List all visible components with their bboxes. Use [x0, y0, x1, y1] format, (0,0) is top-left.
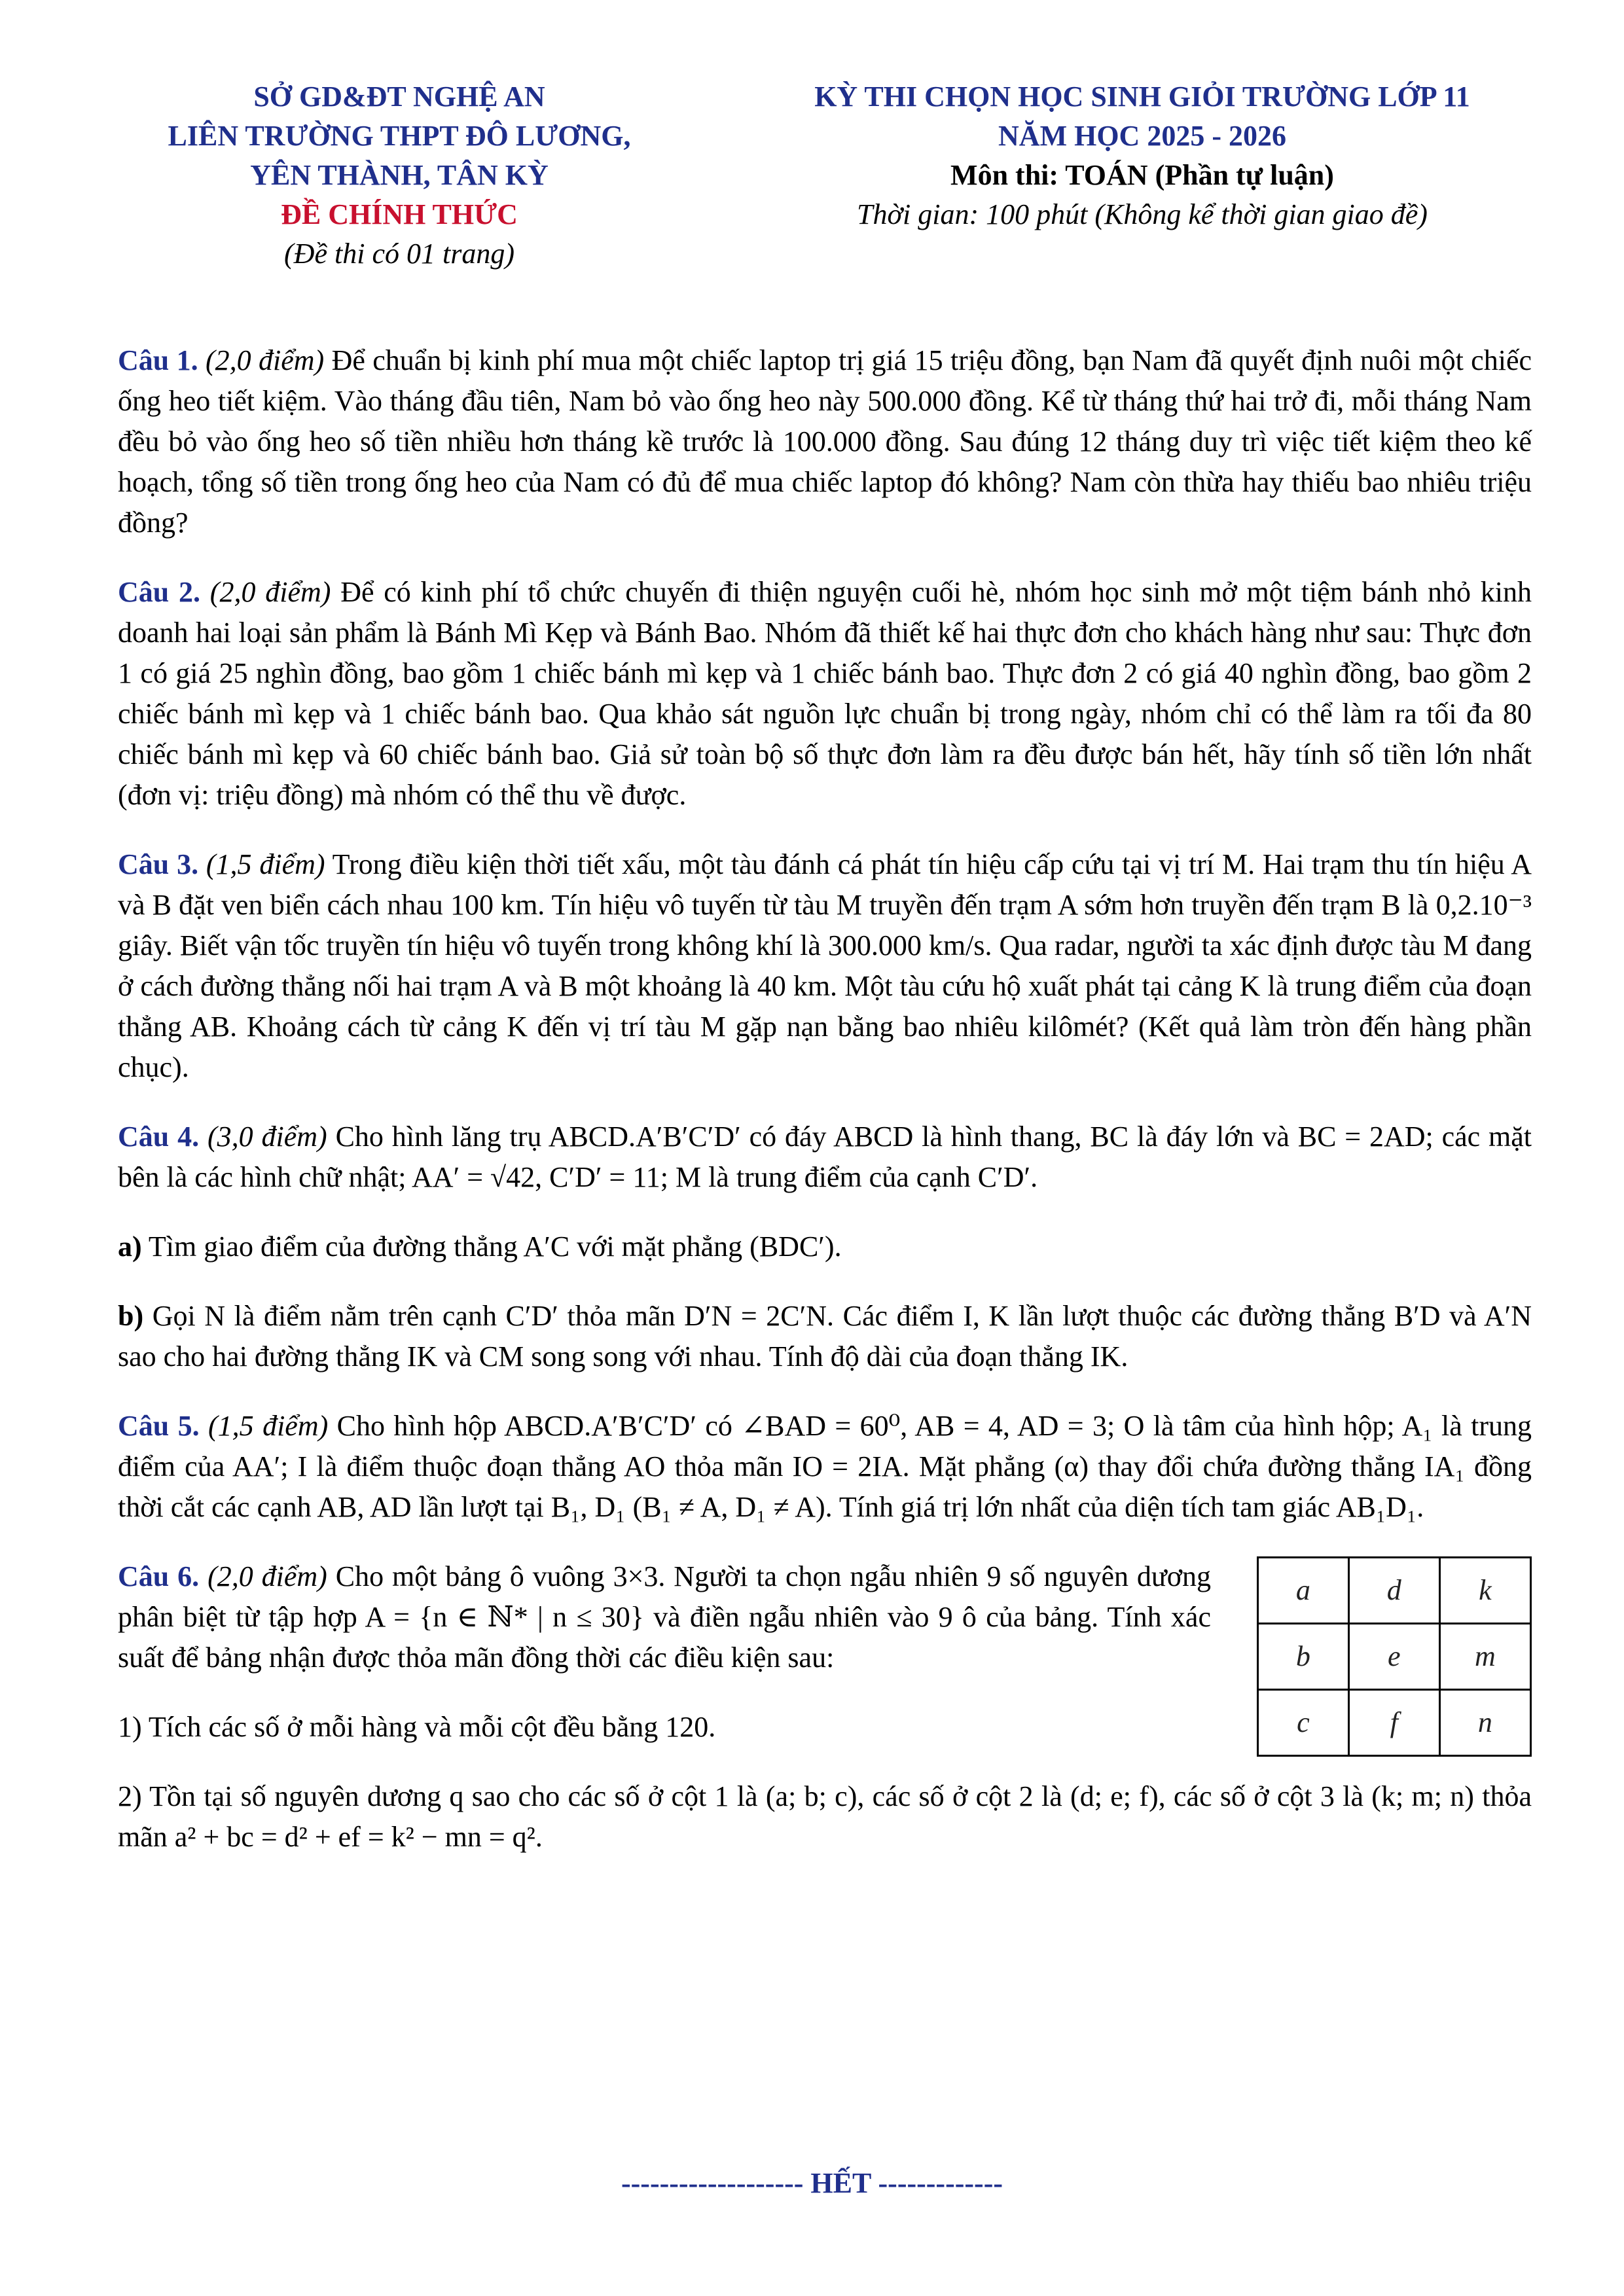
question-4b [118, 1296, 1532, 1377]
grid-cell: d [1348, 1558, 1439, 1624]
question-3 [118, 844, 1532, 1088]
question-points: (1,5 điểm) [206, 848, 325, 880]
time-line: Thời gian: 100 phút (Không kể thời gian giao đề) [857, 198, 1428, 230]
grid-cell: k [1439, 1558, 1530, 1624]
question-label: Câu 5. [118, 1410, 200, 1442]
school-name-line1: LIÊN TRƯỜNG THPT ĐÔ LƯƠNG, [168, 120, 631, 152]
end-marker: ------------------- HẾT ------------- [621, 2167, 1003, 2199]
question-label: Câu 3. [118, 848, 199, 880]
question-label: Câu 1. [118, 344, 198, 376]
header-right [759, 77, 1525, 234]
question-points: (2,0 điểm) [208, 1560, 327, 1592]
part-label: b) [118, 1300, 144, 1332]
grid-cell: c [1258, 1690, 1349, 1756]
question-label: Câu 6. [118, 1560, 200, 1592]
grid-cell: f [1348, 1690, 1439, 1756]
question-label: Câu 2. [118, 576, 201, 608]
grid-cell: m [1439, 1624, 1530, 1690]
question-points: (3,0 điểm) [207, 1121, 327, 1153]
question-points: (1,5 điểm) [208, 1410, 329, 1442]
question-4 [118, 1117, 1532, 1377]
question-points: (2,0 điểm) [206, 344, 325, 376]
question-text: Để chuẩn bị kinh phí mua một chiếc laptop trị giá 15 triệu đồng, bạn Nam đã quyết định nuôi một chiếc ống heo tiết kiệm. Vào tháng đầu tiên, Nam bỏ vào ống heo này 500.000 đồng. Kể từ tháng thứ hai trở đi, mỗi tháng Nam đều bỏ vào ống heo số tiền nhiều hơn tháng kề trước là 100.000 đồng. Sau đúng 12 tháng duy trì việc tiết kiệm theo kế hoạch, tổng số tiền trong ống heo của Nam có đủ để mua chiếc laptop đó không? Nam còn thừa hay thiếu bao nhiêu triệu đồng? [118, 344, 1532, 539]
grid-cell: b [1258, 1624, 1349, 1690]
school-year: NĂM HỌC 2025 - 2026 [998, 120, 1286, 152]
grid-cell: a [1258, 1558, 1349, 1624]
question-label: Câu 4. [118, 1121, 200, 1153]
header-left [105, 77, 694, 274]
question-text: Cho hình hộp ABCD.A′B′C′D′ có ∠BAD = 60⁰, AB = 4, AD = 3; O là tâm của hình hộp; A₁ là trung điểm của AA′; I là điểm thuộc đoạn thẳng AO thỏa mãn IO = 2IA. Mặt phẳng (α) thay đổi chứa đường thẳng IA₁ đồng thời cắt các cạnh AB, AD lần lượt tại B₁, D₁ (B₁ ≠ A, D₁ ≠ A). Tính giá trị lớn nhất của diện tích tam giác AB₁D₁. [118, 1410, 1532, 1523]
condition-2: 2) Tồn tại số nguyên dương q sao cho các số ở cột 1 là (a; b; c), các số ở cột 2 là (d; e; f), các số ở cột 3 là (k; m; n) thỏa mãn a² + bc = d² + ef = k² − mn = q². [118, 1780, 1532, 1853]
department-name: SỞ GD&ĐT NGHỆ AN [253, 81, 545, 113]
question-1 [118, 340, 1532, 543]
question-5 [118, 1406, 1532, 1528]
grid-cell: e [1348, 1624, 1439, 1690]
exam-content [118, 340, 1532, 1886]
exam-title: KỲ THI CHỌN HỌC SINH GIỎI TRƯỜNG LỚP 11 [814, 81, 1470, 113]
official-label: ĐỀ CHÍNH THỨC [281, 198, 518, 230]
part-text: Gọi N là điểm nằm trên cạnh C′D′ thỏa mãn D′N = 2C′N. Các điểm I, K lần lượt thuộc các đường thẳng B′D và A′N sao cho hai đường thẳng IK và CM song song với nhau. Tính độ dài của đoạn thẳng IK. [118, 1300, 1532, 1372]
part-label: a) [118, 1230, 142, 1263]
page-count-note: (Đề thi có 01 trang) [284, 238, 514, 270]
question-2 [118, 572, 1532, 816]
question-4a [118, 1227, 1532, 1267]
part-text: Tìm giao điểm của đường thẳng A′C với mặt phẳng (BDC′). [148, 1230, 842, 1263]
subject-line: Môn thi: TOÁN (Phần tự luận) [950, 159, 1334, 191]
grid-cell: n [1439, 1690, 1530, 1756]
condition-1: 1) Tích các số ở mỗi hàng và mỗi cột đều bằng 120. [118, 1711, 716, 1743]
school-name-line2: YÊN THÀNH, TÂN KỲ [250, 159, 549, 191]
question-text: Để có kinh phí tổ chức chuyến đi thiện nguyện cuối hè, nhóm học sinh mở một tiệm bánh nhỏ kinh doanh hai loại sản phẩm là Bánh Mì Kẹp và Bánh Bao. Nhóm đã thiết kế hai thực đơn cho khách hàng như sau: Thực đơn 1 có giá 25 nghìn đồng, bao gồm 1 chiếc bánh mì kẹp và 1 chiếc bánh bao. Thực đơn 2 có giá 40 nghìn đồng, bao gồm 2 chiếc bánh mì kẹp và 1 chiếc bánh bao. Qua khảo sát nguồn lực chuẩn bị trong ngày, nhóm chỉ có thể làm ra tối đa 80 chiếc bánh mì kẹp và 60 chiếc bánh bao. Giả sử toàn bộ số thực đơn làm ra đều được bán hết, hãy tính số tiền lớn nhất (đơn vị: triệu đồng) mà nhóm có thể thu về được. [118, 576, 1532, 811]
question-6 [118, 1556, 1532, 1857]
question-text: Cho một bảng ô vuông 3×3. Người ta chọn ngẫu nhiên 9 số nguyên dương phân biệt từ tập hợp A = {n ∈ ℕ* | n ≤ 30} và điền ngẫu nhiên vào 9 ô của bảng. Tính xác suất để bảng nhận được thỏa mãn đồng thời các điều kiện sau: [118, 1560, 1211, 1674]
question-text: Cho hình lăng trụ ABCD.A′B′C′D′ có đáy ABCD là hình thang, BC là đáy lớn và BC = 2AD; các mặt bên là các hình chữ nhật; AA′ = √42, C′D′ = 11; M là trung điểm của cạnh C′D′. [118, 1121, 1532, 1193]
question-text: Trong điều kiện thời tiết xấu, một tàu đánh cá phát tín hiệu cấp cứu tại vị trí M. Hai trạm thu tín hiệu A và B đặt ven biển cách nhau 100 km. Tín hiệu vô tuyến từ tàu M truyền đến trạm A sớm hơn truyền đến trạm B là 0,2.10⁻³ giây. Biết vận tốc truyền tín hiệu vô tuyến trong không khí là 300.000 km/s. Qua radar, người ta xác định được tàu M đang ở cách đường thẳng nối hai trạm A và B một khoảng là 40 km. Một tàu cứu hộ xuất phát tại cảng K là trung điểm của đoạn thẳng AB. Khoảng cách từ cảng K đến vị trí tàu M gặp nạn bằng bao nhiêu kilômét? (Kết quả làm tròn đến hàng phần chục). [118, 848, 1532, 1083]
question-points: (2,0 điểm) [209, 576, 331, 608]
grid-3x3 [1257, 1556, 1532, 1757]
